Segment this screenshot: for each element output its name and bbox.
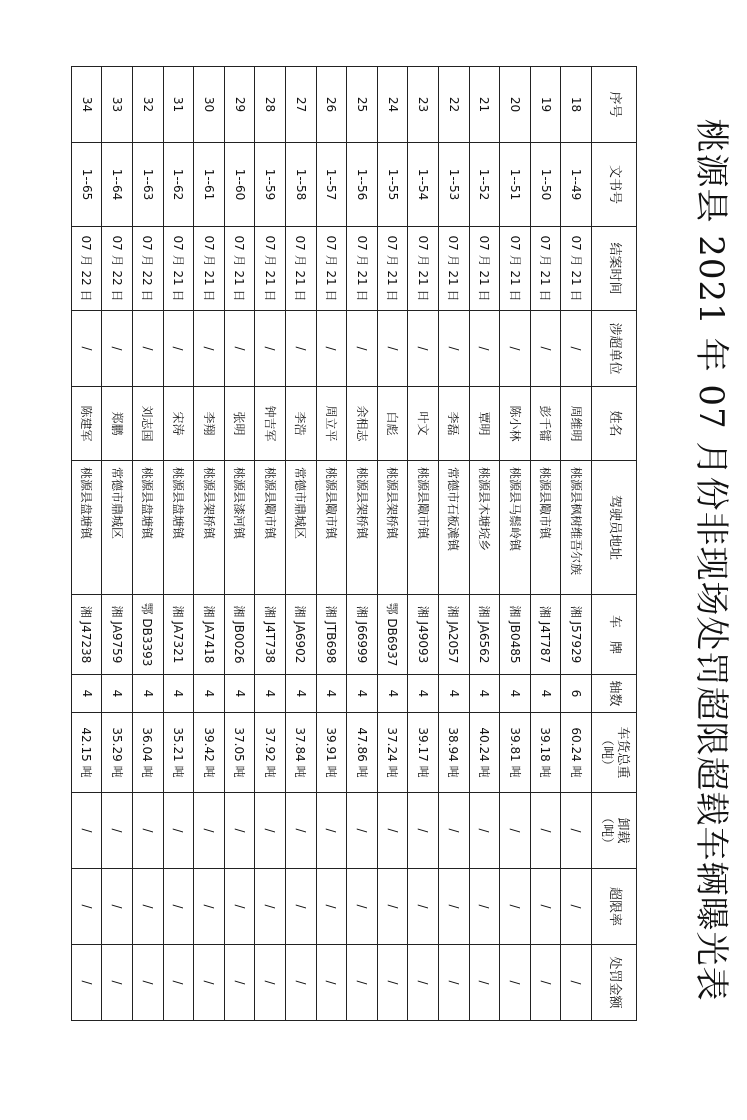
cell-col-address: 桃源县陬市镇 [255,461,286,595]
cell-col-unload: / [530,793,561,869]
cell-col-close-date: 07 月 21 日 [469,227,500,311]
cell-col-plate: 湘 JB0026 [224,595,255,675]
cell-col-over-rate: / [377,869,408,945]
cell-col-axles: 4 [377,675,408,713]
cell-col-unit: / [377,311,408,387]
cell-col-axles: 6 [561,675,592,713]
page-title: 桃源县 2021 年 07 月份非现场处罚超限超载车辆曝光表 [691,118,731,1002]
cell-col-total-weight: 39.42 吨 [194,713,225,793]
cell-col-unit: / [255,311,286,387]
cell-col-doc-no: 1--62 [163,143,194,227]
cell-col-seq: 30 [194,67,225,143]
cell-col-name: 郑鹏 [102,387,133,461]
cell-col-unit: / [102,311,133,387]
cell-col-name: 白彪 [377,387,408,461]
cell-col-seq: 33 [102,67,133,143]
cell-col-over-rate: / [561,869,592,945]
cell-col-name: 张明 [224,387,255,461]
cell-col-axles: 4 [224,675,255,713]
cell-col-penalty: / [439,945,470,1021]
cell-col-plate: 湘 J57929 [561,595,592,675]
cell-col-seq: 28 [255,67,286,143]
cell-col-doc-no: 1--63 [133,143,164,227]
cell-col-plate: 湘 JB0485 [500,595,531,675]
cell-col-unload: / [286,793,317,869]
table-row [561,67,592,1021]
cell-col-close-date: 07 月 21 日 [377,227,408,311]
cell-col-unit: / [469,311,500,387]
cell-col-plate: 湘 J4T787 [530,595,561,675]
cell-col-over-rate: / [163,869,194,945]
table-row [102,67,133,1021]
cell-col-seq: 24 [377,67,408,143]
cell-col-unload: / [163,793,194,869]
cell-col-close-date: 07 月 21 日 [561,227,592,311]
cell-col-unload: / [102,793,133,869]
cell-col-plate: 鄂 DB6937 [377,595,408,675]
cell-col-over-rate: / [102,869,133,945]
cell-col-address: 桃源县架桥镇 [194,461,225,595]
cell-col-close-date: 07 月 21 日 [255,227,286,311]
cell-col-close-date: 07 月 21 日 [500,227,531,311]
cell-col-over-rate: / [439,869,470,945]
cell-col-address: 桃源县陬市镇 [408,461,439,595]
cell-col-doc-no: 1--51 [500,143,531,227]
cell-col-unload: / [224,793,255,869]
cell-col-penalty: / [194,945,225,1021]
header-col-close-date: 结案时间 [592,227,637,311]
cell-col-axles: 4 [530,675,561,713]
cell-col-address: 桃源县陬市镇 [316,461,347,595]
cell-col-plate: 湘 JTB698 [316,595,347,675]
cell-col-unload: / [377,793,408,869]
cell-col-axles: 4 [469,675,500,713]
cell-col-axles: 4 [71,675,102,713]
cell-col-penalty: / [500,945,531,1021]
cell-col-name: 余相志 [347,387,378,461]
cell-col-plate: 湘 JA7321 [163,595,194,675]
header-col-unload: 卸载 （吨） [592,793,637,869]
table-header [592,67,637,1021]
cell-col-plate: 湘 J4T738 [255,595,286,675]
cell-col-name: 李浩 [286,387,317,461]
cell-col-penalty: / [163,945,194,1021]
cell-col-plate: 湘 JA7418 [194,595,225,675]
cell-col-address: 常德市鼎城区 [102,461,133,595]
cell-col-axles: 4 [500,675,531,713]
cell-col-unload: / [71,793,102,869]
cell-col-unload: / [469,793,500,869]
cell-col-over-rate: / [530,869,561,945]
cell-col-close-date: 07 月 22 日 [71,227,102,311]
cell-col-name: 李翔 [194,387,225,461]
cell-col-unload: / [133,793,164,869]
cell-col-doc-no: 1--50 [530,143,561,227]
header-col-axles: 轴数 [592,675,637,713]
cell-col-total-weight: 39.17 吨 [408,713,439,793]
cell-col-doc-no: 1--56 [347,143,378,227]
cell-col-penalty: / [377,945,408,1021]
cell-col-axles: 4 [102,675,133,713]
cell-col-doc-no: 1--53 [439,143,470,227]
table-row [347,67,378,1021]
table-row [377,67,408,1021]
cell-col-axles: 4 [194,675,225,713]
cell-col-plate: 湘 JA6902 [286,595,317,675]
table-row [500,67,531,1021]
table-row [530,67,561,1021]
cell-col-doc-no: 1--55 [377,143,408,227]
cell-col-over-rate: / [408,869,439,945]
cell-col-seq: 31 [163,67,194,143]
cell-col-total-weight: 39.81 吨 [500,713,531,793]
cell-col-seq: 22 [439,67,470,143]
cell-col-address: 桃源县盘塘镇 [133,461,164,595]
cell-col-total-weight: 40.24 吨 [469,713,500,793]
cell-col-total-weight: 35.29 吨 [102,713,133,793]
cell-col-penalty: / [316,945,347,1021]
cell-col-close-date: 07 月 22 日 [133,227,164,311]
cell-col-close-date: 07 月 21 日 [316,227,347,311]
cell-col-seq: 32 [133,67,164,143]
cell-col-name: 周立平 [316,387,347,461]
cell-col-close-date: 07 月 21 日 [530,227,561,311]
cell-col-address: 桃源县漆河镇 [224,461,255,595]
cell-col-doc-no: 1--60 [224,143,255,227]
cell-col-unit: / [194,311,225,387]
cell-col-name: 宋涛 [163,387,194,461]
cell-col-doc-no: 1--52 [469,143,500,227]
cell-col-axles: 4 [316,675,347,713]
cell-col-unit: / [347,311,378,387]
cell-col-doc-no: 1--57 [316,143,347,227]
cell-col-over-rate: / [500,869,531,945]
cell-col-unload: / [347,793,378,869]
cell-col-penalty: / [469,945,500,1021]
cell-col-plate: 湘 J66999 [347,595,378,675]
cell-col-doc-no: 1--54 [408,143,439,227]
header-col-unit: 涉超单位 [592,311,637,387]
header-col-penalty: 处罚金额 [592,945,637,1021]
header-col-total-weight: 车货总重 （吨） [592,713,637,793]
cell-col-close-date: 07 月 21 日 [194,227,225,311]
cell-col-plate: 湘 JA2057 [439,595,470,675]
header-row [592,67,637,1021]
cell-col-name: 周维明 [561,387,592,461]
cell-col-address: 桃源县盘塘镇 [71,461,102,595]
cell-col-penalty: / [224,945,255,1021]
cell-col-over-rate: / [224,869,255,945]
cell-col-close-date: 07 月 22 日 [102,227,133,311]
cell-col-seq: 20 [500,67,531,143]
cell-col-unit: / [316,311,347,387]
cell-col-unload: / [255,793,286,869]
cell-col-penalty: / [530,945,561,1021]
table-row [71,67,102,1021]
cell-col-over-rate: / [286,869,317,945]
cell-col-plate: 鄂 DB3393 [133,595,164,675]
cell-col-penalty: / [408,945,439,1021]
cell-col-unload: / [561,793,592,869]
cell-col-total-weight: 60.24 吨 [561,713,592,793]
cell-col-unit: / [224,311,255,387]
cell-col-over-rate: / [133,869,164,945]
cell-col-axles: 4 [408,675,439,713]
cell-col-penalty: / [133,945,164,1021]
cell-col-seq: 23 [408,67,439,143]
cell-col-total-weight: 37.24 吨 [377,713,408,793]
cell-col-address: 桃源县木塘垸乡 [469,461,500,595]
cell-col-total-weight: 37.84 吨 [286,713,317,793]
cell-col-unit: / [71,311,102,387]
cell-col-unload: / [439,793,470,869]
header-col-address: 驾驶员地址 [592,461,637,595]
cell-col-axles: 4 [286,675,317,713]
table-row [163,67,194,1021]
cell-col-over-rate: / [194,869,225,945]
header-col-seq: 序号 [592,67,637,143]
table-row [255,67,286,1021]
cell-col-total-weight: 42.15 吨 [71,713,102,793]
cell-col-doc-no: 1--64 [102,143,133,227]
cell-col-address: 桃源县架桥镇 [347,461,378,595]
cell-col-penalty: / [347,945,378,1021]
cell-col-unload: / [316,793,347,869]
cell-col-unload: / [500,793,531,869]
cell-col-name: 刘志国 [133,387,164,461]
cell-col-unit: / [500,311,531,387]
cell-col-name: 彭千镭 [530,387,561,461]
cell-col-axles: 4 [255,675,286,713]
cell-col-unload: / [194,793,225,869]
cell-col-seq: 19 [530,67,561,143]
cell-col-total-weight: 37.05 吨 [224,713,255,793]
cell-col-address: 常德市鼎城区 [286,461,317,595]
cell-col-axles: 4 [163,675,194,713]
cell-col-seq: 26 [316,67,347,143]
header-col-over-rate: 超限率 [592,869,637,945]
cell-col-name: 陈小林 [500,387,531,461]
cell-col-penalty: / [71,945,102,1021]
cell-col-plate: 湘 JA6562 [469,595,500,675]
cell-col-address: 桃源县马鬃岭镇 [500,461,531,595]
table-row [286,67,317,1021]
cell-col-name: 钟吉军 [255,387,286,461]
cell-col-close-date: 07 月 21 日 [408,227,439,311]
cell-col-unit: / [408,311,439,387]
cell-col-axles: 4 [133,675,164,713]
cell-col-unit: / [439,311,470,387]
cell-col-plate: 湘 J47238 [71,595,102,675]
header-col-doc-no: 文书号 [592,143,637,227]
cell-col-penalty: / [102,945,133,1021]
table-row [316,67,347,1021]
cell-col-close-date: 07 月 21 日 [163,227,194,311]
cell-col-unit: / [163,311,194,387]
cell-col-doc-no: 1--61 [194,143,225,227]
table-row [194,67,225,1021]
cell-col-plate: 湘 J49093 [408,595,439,675]
cell-col-close-date: 07 月 21 日 [224,227,255,311]
cell-col-penalty: / [561,945,592,1021]
cell-col-name: 覃明 [469,387,500,461]
cell-col-over-rate: / [347,869,378,945]
cell-col-total-weight: 38.94 吨 [439,713,470,793]
cell-col-doc-no: 1--49 [561,143,592,227]
cell-col-doc-no: 1--59 [255,143,286,227]
cell-col-unit: / [133,311,164,387]
cell-col-doc-no: 1--58 [286,143,317,227]
cell-col-unit: / [286,311,317,387]
cell-col-seq: 27 [286,67,317,143]
cell-col-seq: 29 [224,67,255,143]
table-row [133,67,164,1021]
cell-col-seq: 25 [347,67,378,143]
cell-col-total-weight: 39.18 吨 [530,713,561,793]
table-row [224,67,255,1021]
cell-col-address: 桃源县枫树维吾尔族 [561,461,592,595]
table-row [469,67,500,1021]
table-row [408,67,439,1021]
cell-col-close-date: 07 月 21 日 [439,227,470,311]
header-col-plate: 车 牌 [592,595,637,675]
cell-col-address: 桃源县架桥镇 [377,461,408,595]
cell-col-seq: 34 [71,67,102,143]
cell-col-name: 李磊 [439,387,470,461]
cell-col-address: 常德市石板滩镇 [439,461,470,595]
header-col-name: 姓名 [592,387,637,461]
cell-col-over-rate: / [469,869,500,945]
cell-col-total-weight: 35.21 吨 [163,713,194,793]
cell-col-name: 陈建军 [71,387,102,461]
cell-col-unit: / [561,311,592,387]
cell-col-penalty: / [286,945,317,1021]
cell-col-name: 叶文 [408,387,439,461]
cell-col-plate: 湘 JA9759 [102,595,133,675]
cell-col-seq: 18 [561,67,592,143]
cell-col-over-rate: / [71,869,102,945]
cell-col-total-weight: 47.86 吨 [347,713,378,793]
cell-col-doc-no: 1--65 [71,143,102,227]
cell-col-close-date: 07 月 21 日 [347,227,378,311]
cell-col-total-weight: 36.04 吨 [133,713,164,793]
cell-col-total-weight: 39.91 吨 [316,713,347,793]
penalty-table [71,66,637,1021]
cell-col-address: 桃源县陬市镇 [530,461,561,595]
cell-col-unload: / [408,793,439,869]
cell-col-seq: 21 [469,67,500,143]
cell-col-axles: 4 [439,675,470,713]
table-body [71,67,591,1021]
cell-col-over-rate: / [255,869,286,945]
table-row [439,67,470,1021]
cell-col-unit: / [530,311,561,387]
cell-col-axles: 4 [347,675,378,713]
cell-col-address: 桃源县盘塘镇 [163,461,194,595]
cell-col-penalty: / [255,945,286,1021]
cell-col-total-weight: 37.92 吨 [255,713,286,793]
cell-col-close-date: 07 月 21 日 [286,227,317,311]
cell-col-over-rate: / [316,869,347,945]
